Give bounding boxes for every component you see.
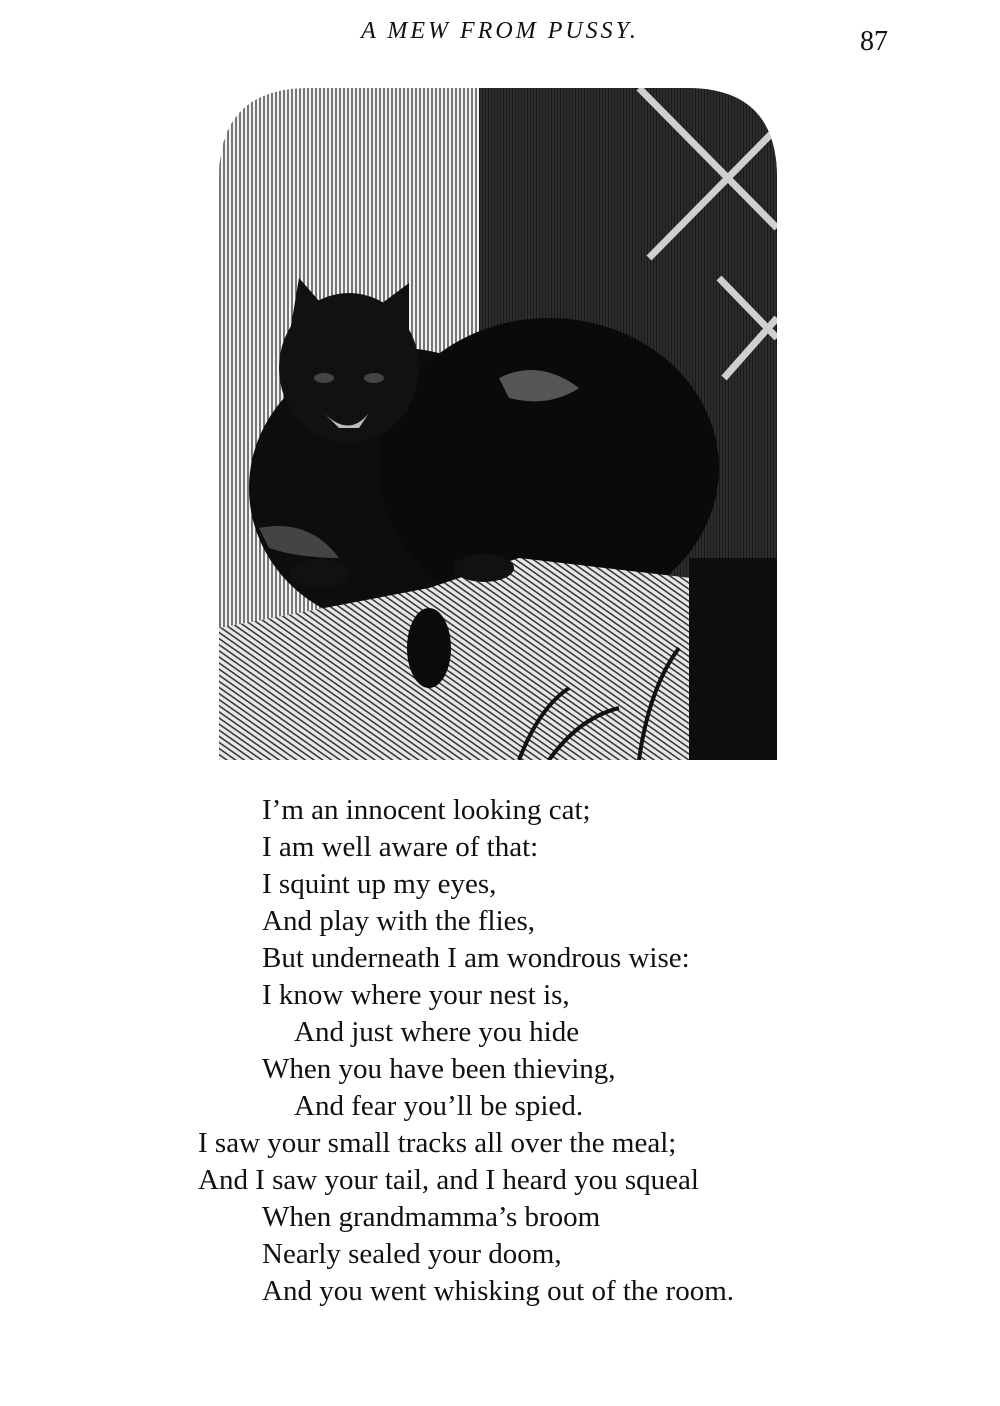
poem-line: But underneath I am wondrous wise:	[262, 942, 690, 974]
poem-line: And play with the flies,	[262, 905, 536, 937]
poem-line: I squint up my eyes,	[262, 868, 497, 900]
poem-line: I am well aware of that:	[262, 831, 539, 863]
running-head: A MEW FROM PUSSY.	[361, 18, 639, 44]
poem-line: And you went whisking out of the room.	[262, 1275, 735, 1307]
poem-line: And just where you hide	[294, 1016, 580, 1048]
poem-line: And fear you’ll be spied.	[294, 1090, 584, 1122]
poem-line: I saw your small tracks all over the meal;	[198, 1127, 677, 1159]
poem-line: When grandmamma’s broom	[262, 1201, 601, 1233]
page-number: 87	[860, 26, 888, 57]
poem-line: I’m an innocent looking cat;	[262, 794, 591, 826]
poem-line: When you have been thieving,	[262, 1053, 616, 1085]
poem-line: Nearly sealed your doom,	[262, 1238, 562, 1270]
poem-line: And I saw your tail, and I heard you squeal	[198, 1164, 699, 1196]
cat-illustration	[219, 88, 777, 760]
poem-line: I know where your nest is,	[262, 979, 570, 1011]
